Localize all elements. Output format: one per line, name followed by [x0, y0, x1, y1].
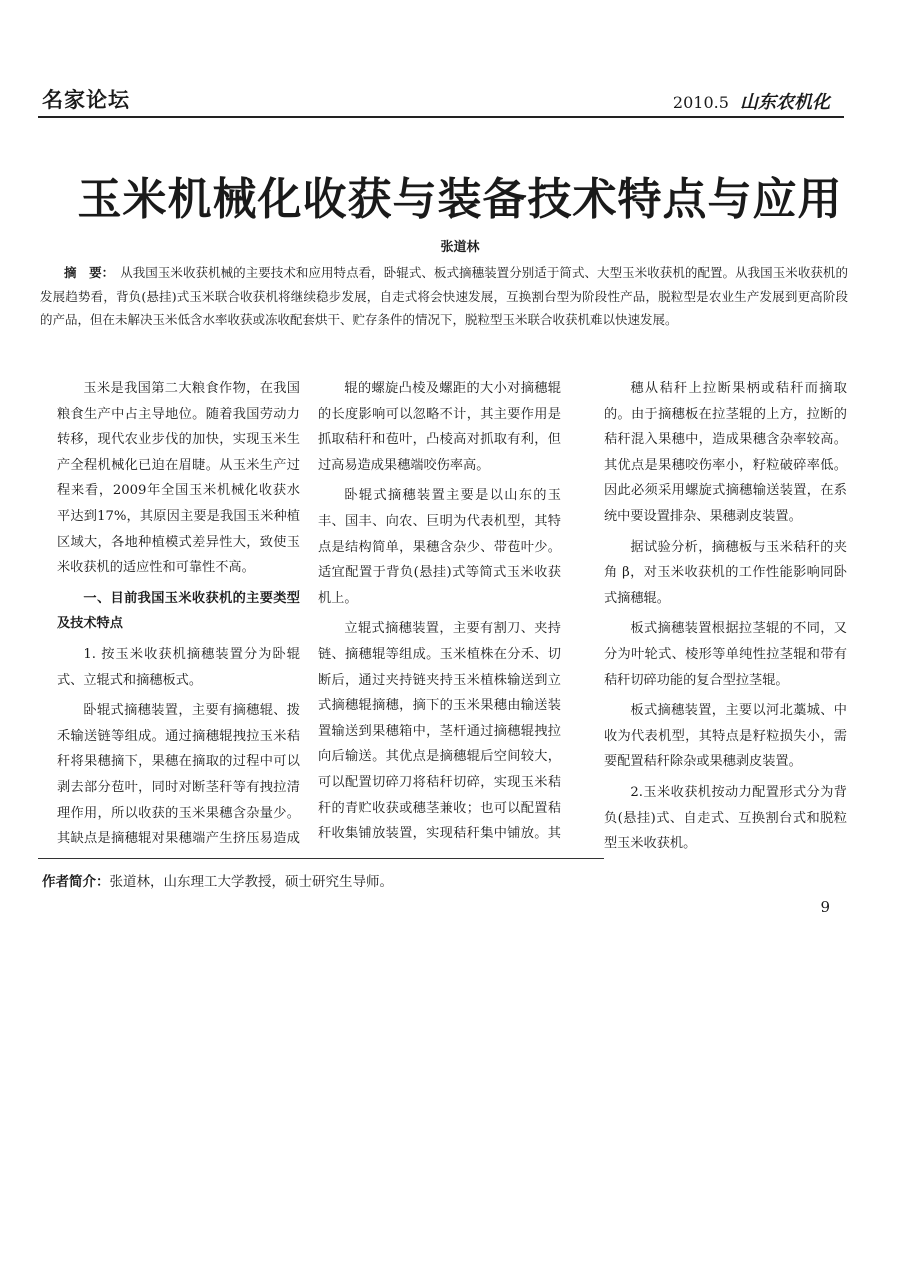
- footnote-label: 作者简介：: [42, 874, 110, 890]
- author-footnote: [42, 870, 393, 890]
- footnote-text: 张道林，山东理工大学教授，硕士研究生导师。: [109, 874, 393, 890]
- magazine-logo: 山东农机化: [740, 92, 830, 113]
- paragraph: 卧辊式摘穗装置，主要有摘穗辊、拨禾输送链等组成。通过摘穗辊拽拉玉米秸秆将果穗摘下，果穗在摘取的过程中可以剥去部分苞叶，同时对断茎秆等有拽拉清理作用，所以收获的玉米果穗含杂量少。其缺点是摘穗辊对果穗端产生挤压易造成: [57, 703, 300, 847]
- issue-number: 2010.5: [672, 93, 729, 112]
- body-column-1: [57, 376, 300, 850]
- footnote-rule: [38, 858, 604, 859]
- paragraph: 辊的螺旋凸棱及螺距的大小对摘穗辊的长度影响可以忽略不计，其主要作用是抓取秸秆和苞叶，凸棱高对抓取有利，但过高易造成果穗端咬伤率高。: [318, 381, 561, 473]
- paragraph: 立辊式摘穗装置，主要有割刀、夹持链、摘穗辊等组成。玉米植株在分禾、切断后，通过夹持链夹持玉米植株输送到立式摘穗辊摘穗，摘下的玉米果穗由输送装置输送到果穗箱中，茎杆通过摘穗辊拽拉向后输送。其优点是摘穗辊后空间较大，可以配置切碎刀将秸秆切碎，实现玉米秸秆的青贮收获或穗茎兼收；也可以配置秸秆收集铺放装置，实现秸秆集中铺放。其: [318, 621, 561, 842]
- section-label: 名家论坛: [42, 88, 130, 112]
- page-number: 9: [820, 898, 830, 916]
- article-author: 张道林: [440, 240, 480, 255]
- abstract: [40, 261, 848, 332]
- section-heading: 一、目前我国玉米收获机的主要类型及技术特点: [57, 590, 300, 632]
- abstract-text: 从我国玉米收获机械的主要技术和应用特点看，卧辊式、板式摘穗装置分别适于简式、大型玉米收获机的配置。从我国玉米收获机的发展趋势看，背负(悬挂)式玉米联合收获机将继续稳步发展，自走式将会快速发展，互换割台型为阶段性产品，脱粒型是农业生产发展到更高阶段的产品，但在未解决玉米低含水率收获或冻收配套烘干、贮存条件的情况下，脱粒型玉米联合收获机难以快速发展。: [40, 265, 848, 327]
- abstract-label: 摘 要：: [64, 265, 115, 280]
- paragraph: 据试验分析，摘穗板与玉米秸秆的夹角 β，对玉米收获机的工作性能影响同卧式摘穗辊。: [604, 539, 847, 606]
- header-rule: [38, 116, 844, 118]
- paragraph: 1. 按玉米收获机摘穗装置分为卧辊式、立辊式和摘穗板式。: [57, 646, 300, 688]
- body-column-3: [604, 376, 847, 850]
- journal-header: [673, 88, 830, 114]
- paragraph: 玉米是我国第二大粮食作物，在我国粮食生产中占主导地位。随着我国劳动力转移，现代农业步伐的加快，实现玉米生产全程机械化已迫在眉睫。从玉米生产过程来看，2009年全国玉米机械化收获水平达到17%，其原因主要是我国玉米种植区域大，各地种植模式差异性大，致使玉米收获机的适应性和可靠性不高。: [57, 381, 300, 576]
- paragraph: 卧辊式摘穗装置主要是以山东的玉丰、国丰、向农、巨明为代表机型，其特点是结构简单，果穗含杂少、带苞叶少。适宜配置于背负(悬挂)式等简式玉米收获机上。: [318, 488, 561, 606]
- paragraph: 板式摘穗装置，主要以河北藁城、中收为代表机型，其特点是籽粒损失小，需要配置秸秆除杂或果穗剥皮装置。: [604, 703, 847, 770]
- article-title: 玉米机械化收获与装备技术特点与应用: [77, 174, 843, 225]
- paragraph: 板式摘穗装置根据拉茎辊的不同，又分为叶轮式、棱形等单纯性拉茎辊和带有秸秆切碎功能的复合型拉茎辊。: [604, 621, 847, 688]
- paragraph: 穗从秸秆上拉断果柄或秸秆而摘取的。由于摘穗板在拉茎辊的上方，拉断的秸秆混入果穗中，造成果穗含杂率较高。其优点是果穗咬伤率小，籽粒破碎率低。因此必须采用螺旋式摘穗输送装置，在系统中要设置排杂、果穗剥皮装置。: [604, 381, 847, 524]
- body-column-2: [318, 376, 561, 850]
- paragraph: 2.玉米收获机按动力配置形式分为背负(悬挂)式、自走式、互换割台式和脱粒型玉米收获机。: [604, 784, 847, 850]
